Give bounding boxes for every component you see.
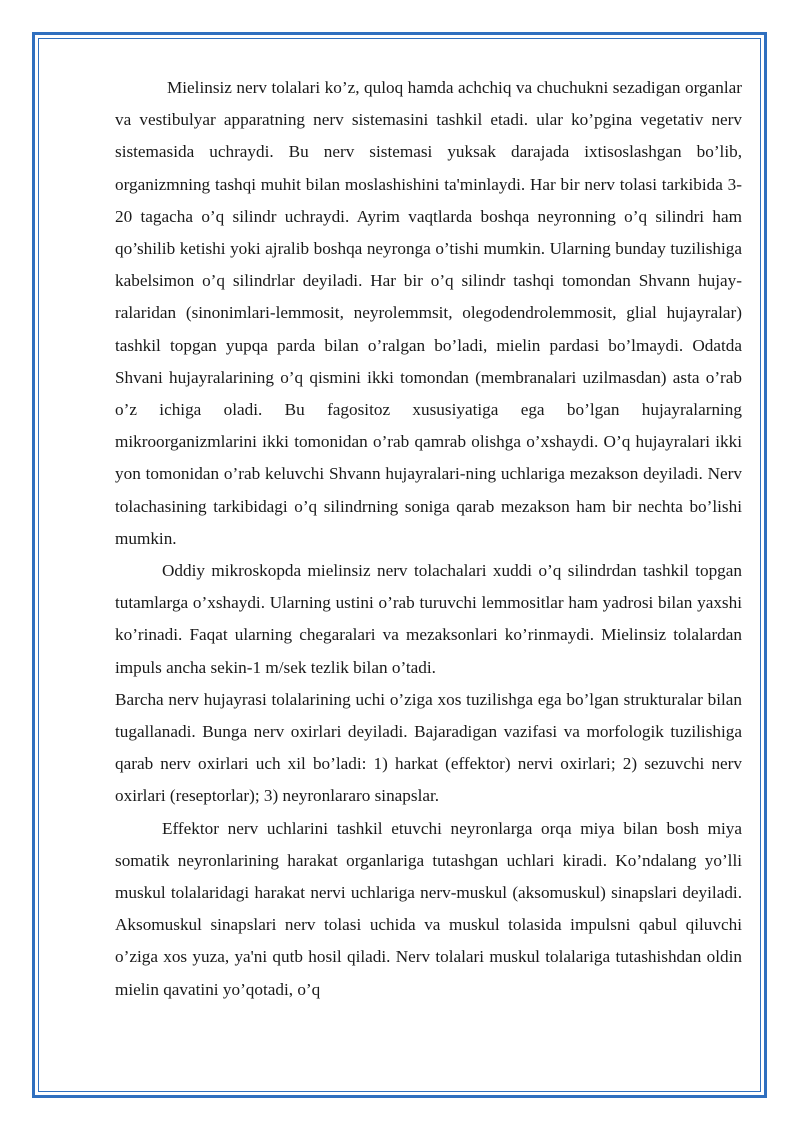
paragraph-mielinsiz-tolalar: Mielinsiz nerv tolalari ko’z, quloq hamda achchiq va chuchukni sezadigan organlar va vestibulyar apparatning nerv sistemasini tashkil etadi. ular ko’pgina vegetativ nerv sistemasida uchraydi. Bu nerv sistemasi yuksak darajada ixtisoslashgan bo’lib, organizmning tashqi muhit bilan moslashishini ta'minlaydi. Har bir nerv tolasi tarkibida 3-20 tagacha o’q silindr uchraydi. Ayrim vaqtlarda boshqa neyronning o’q silindri ham qo’shilib ketishi yoki ajralib boshqa neyronga o’tishi mumkin. Ularning bunday tuzilishiga kabelsimon o’q silindrlar deyiladi. Har bir o’q silindr tashqi tomondan Shvann hujay-ralaridan (sinonimlari-lemmosit, neyrolemmsit, olegodendrolemmosit, glial hujayralar) tashkil topgan yupqa parda bilan o’ralgan bo’ladi, mielin pardasi bo’lmaydi. Odatda Shvani hujayralarining o’q qismini ikki tomondan (membranalari uzilmasdan) asta o’rab o’z ichiga oladi. Bu fagositoz xususiyatiga ega bo’lgan hujayralarning mikroorganizmlarini ikki tomonidan o’rab qamrab olishga o’xshaydi. O’q hujayralari ikki yon tomonidan o’rab keluvchi Shvann hujayralari-ning uchlariga mezakson deyiladi. Nerv tolachasining tarkibidagi o’q silindrning soniga qarab mezakson ham bir nechta bo’lishi mumkin.	[115, 78, 742, 548]
paragraph-oddiy-mikroskop: Oddiy mikroskopda mielinsiz nerv tolachalari xuddi o’q silindrdan tashkil topgan tutamlarga o’xshaydi. Ularning ustini o’rab turuvchi lemmositlar ham yadrosi bilan yaxshi ko’rinadi. Faqat ularning chegaralari va mezaksonlari ko’rinmaydi. Mielinsiz tolalardan impuls ancha sekin-1 m/sek tezlik bilan o’tadi.	[115, 561, 742, 677]
paragraph-effektor-nerv: Effektor nerv uchlarini tashkil etuvchi neyronlarga orqa miya bilan bosh miya somatik neyronlarining harakat organlariga tutashgan uchlari kiradi. Ko’ndalang yo’lli muskul tolalaridagi harakat nervi uchlariga nerv-muskul (aksomuskul) sinapslari deyiladi. Aksomuskul sinapslari nerv tolasi uchida va muskul tolasida impulsni qabul qiluvchi o’ziga xos yuza, ya'ni qutb hosil qiladi. Nerv tolalari muskul tolalariga tutashishdan oldin mielin qavatini yo’qotadi, o’q	[115, 818, 742, 999]
paragraph-nerv-oxirlari: Barcha nerv hujayrasi tolalarining uchi o’ziga xos tuzilishga ega bo’lgan strukturalar bilan tugallanadi. Bunga nerv oxirlari deyiladi. Bajaradigan vazifasi va morfologik tuzilishiga qarab nerv oxirlari uch xil bo’ladi: 1) harkat (effektor) nervi oxirlari; 2) sezuvchi nerv oxirlari (reseptorlar); 3) neyronlararo sinapslar.	[115, 689, 742, 806]
document-body	[115, 72, 742, 1006]
